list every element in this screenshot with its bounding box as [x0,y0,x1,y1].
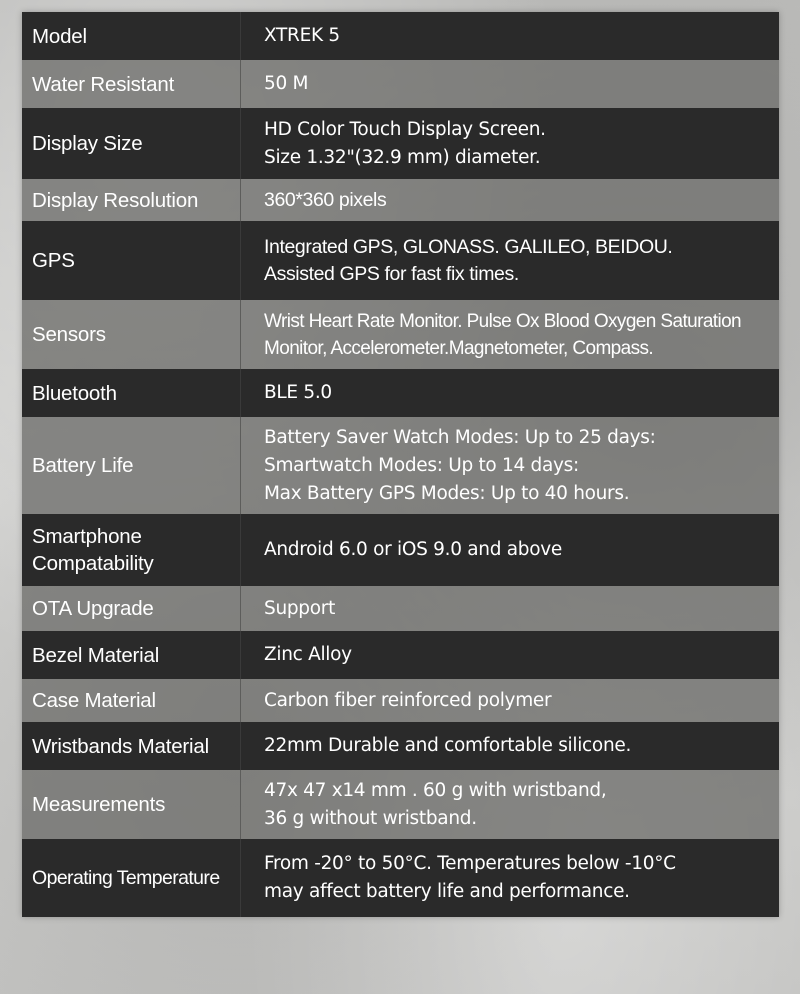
spec-label: Bezel Material [22,631,241,679]
spec-value [241,60,779,108]
spec-value [241,179,779,221]
spec-value [241,722,779,770]
spec-row-sensors [22,300,779,369]
spec-value-line: Android 6.0 or iOS 9.0 and above [264,539,562,560]
spec-value-line: Smartwatch Modes: Up to 14 days: [264,454,579,476]
spec-row-measurements [22,770,779,839]
spec-row-bluetooth [22,369,779,417]
spec-label: GPS [22,221,241,300]
spec-label: Measurements [22,770,241,839]
spec-value-line: XTREK 5 [264,25,340,46]
spec-value-line: Support [264,597,336,619]
spec-table [22,12,779,917]
spec-row-bezel-material [22,631,779,679]
spec-value [241,417,779,514]
spec-value-line: Max Battery GPS Modes: Up to 40 hours. [264,482,630,504]
spec-row-display-resolution [22,179,779,221]
spec-value-line: 50 M [264,73,309,94]
spec-value [241,369,779,417]
spec-label: Wristbands Material [22,722,241,770]
spec-label-line: Smartphone [32,525,142,548]
spec-row-operating-temperature [22,839,779,917]
spec-row-smartphone-compatability [22,514,779,586]
spec-row-wristbands-material [22,722,779,770]
spec-value-line: Size 1.32"(32.9 mm) diameter. [264,146,541,168]
spec-row-gps [22,221,779,300]
spec-label: Battery Life [22,417,241,514]
spec-label: Sensors [22,300,241,369]
spec-row-water-resistant [22,60,779,108]
spec-value-line: 22mm Durable and comfortable silicone. [264,735,632,756]
spec-value-line: Battery Saver Watch Modes: Up to 25 days: [264,426,656,448]
spec-value-line: BLE 5.0 [264,382,332,403]
spec-value-line: may affect battery life and performance. [264,881,630,902]
spec-row-battery-life [22,417,779,514]
spec-value-line: HD Color Touch Display Screen. [264,118,546,140]
spec-value-line: Wrist Heart Rate Monitor. Pulse Ox Blood Oxygen Saturation [264,310,742,332]
spec-value-line: Carbon fiber reinforced polymer [264,689,552,711]
spec-value-line: Assisted GPS for fast fix times. [264,262,519,285]
spec-value [241,12,779,60]
spec-value-line: 47x 47 x14 mm . 60 g with wristband, [264,779,607,801]
spec-value [241,300,779,369]
spec-value-line: Integrated GPS, GLONASS. GALILEO, BEIDOU. [264,235,673,258]
spec-label [22,514,241,586]
spec-row-ota-upgrade [22,586,779,631]
spec-value [241,221,779,300]
spec-label: Display Size [22,108,241,179]
spec-value [241,108,779,179]
spec-value [241,679,779,722]
spec-value-line: Zinc Alloy [264,644,352,665]
spec-value [241,839,779,917]
spec-value [241,631,779,679]
spec-label-line: Compatability [32,552,154,575]
spec-label: Display Resolution [22,179,241,221]
spec-value [241,514,779,586]
spec-label: OTA Upgrade [22,586,241,631]
spec-row-model [22,12,779,60]
spec-label: Case Material [22,679,241,722]
spec-label: Bluetooth [22,369,241,417]
spec-value [241,586,779,631]
spec-label: Model [22,12,241,60]
spec-row-case-material [22,679,779,722]
spec-value [241,770,779,839]
spec-value-line: From -20° to 50°C. Temperatures below -10°C [264,853,676,874]
spec-label: Water Resistant [22,60,241,108]
spec-value-line: Monitor, Accelerometer.Magnetometer, Compass. [264,337,654,359]
spec-value-line: 36 g without wristband. [264,807,477,829]
spec-row-display-size [22,108,779,179]
spec-value-line: 360*360 pixels [264,188,387,211]
spec-label: Operating Temperature [22,839,241,917]
